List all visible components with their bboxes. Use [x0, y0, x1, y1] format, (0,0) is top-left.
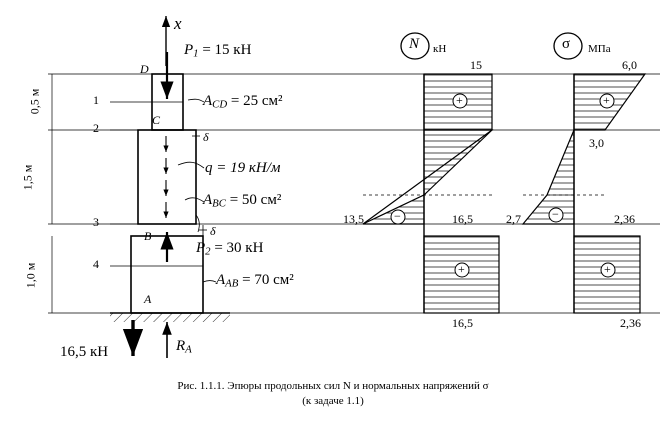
node-label-D: D — [140, 62, 149, 76]
load-p1-subscript: 1 — [193, 47, 199, 60]
area-bc-subscript: BC — [212, 197, 226, 210]
reaction-subscript: A — [185, 343, 192, 356]
diagram-n-sign-top: + — [456, 93, 463, 107]
diagram-n-value-mid-right: 16,5 — [452, 212, 473, 226]
section-number-1: 1 — [93, 93, 99, 107]
area-bc-value: = 50 см² — [229, 192, 282, 208]
node-label-A: A — [144, 292, 152, 306]
dimension-length-bc: 1,5 м — [20, 164, 35, 191]
section-number-4: 4 — [93, 257, 99, 271]
area-cd-label — [203, 93, 283, 111]
area-cd-symbol: A — [203, 93, 213, 109]
load-p2-label — [196, 240, 263, 258]
area-bc-symbol: A — [203, 192, 213, 208]
diagram-sigma-sign-top: + — [603, 93, 610, 107]
load-p1-symbol: P — [184, 42, 194, 58]
diagram-sigma-units: МПа — [588, 43, 611, 55]
load-p2-subscript: 2 — [205, 245, 211, 258]
diagram-n-value-bottom: 16,5 — [452, 316, 473, 330]
diagram-n-value-mid-left: 13,5 — [343, 212, 364, 226]
load-q-label: q = 19 кН/м — [205, 160, 281, 176]
diagram-n-title: N — [409, 36, 420, 52]
area-ab-value: = 70 см² — [242, 272, 294, 288]
diagram-sigma-value-mid-left: 2,7 — [506, 212, 521, 226]
area-bc-label — [203, 192, 281, 210]
diagram-n-value-top: 15 — [470, 58, 482, 72]
load-p1-value: = 15 кН — [202, 42, 252, 58]
load-p2-value: = 30 кН — [214, 240, 264, 256]
section-number-2: 2 — [93, 121, 99, 135]
reaction-value-label: 16,5 кН — [60, 344, 109, 360]
area-ab-label — [216, 272, 294, 290]
diagram-sigma-sign-bottom: + — [604, 262, 611, 276]
figure-caption-line2: (к задаче 1.1) — [302, 395, 364, 407]
diagram-n-sign-bottom: + — [458, 262, 465, 276]
diagram-sigma-value-step: 3,0 — [589, 136, 604, 150]
diagram-sigma-title: σ — [562, 36, 571, 52]
diagram-n-sign-mid: − — [394, 209, 401, 223]
load-p2-symbol: P — [196, 240, 206, 256]
area-cd-value: = 25 см² — [230, 93, 283, 109]
reaction-label — [176, 338, 192, 356]
node-label-C: C — [152, 113, 161, 127]
reaction-symbol: R — [176, 338, 186, 354]
diagram-sigma-value-mid-right: 2,36 — [614, 212, 635, 226]
delta-label-top: δ — [203, 130, 209, 144]
figure-caption-line1: Рис. 1.1.1. Эпюры продольных сил N и нормальных напряжений σ — [177, 380, 489, 392]
section-number-3: 3 — [93, 215, 99, 229]
delta-label-bottom: δ — [210, 224, 216, 238]
dimension-length-ab: 1,0 м — [23, 262, 38, 289]
area-cd-subscript: CD — [212, 98, 228, 111]
diagram-n-units: кН — [433, 43, 447, 55]
dimension-length-cd: 0,5 м — [27, 88, 42, 115]
diagram-sigma-value-bottom: 2,36 — [620, 316, 641, 330]
axis-label-x: x — [174, 14, 182, 33]
diagram-sigma-value-top: 6,0 — [622, 58, 637, 72]
diagram-sigma-sign-mid: − — [552, 207, 559, 221]
load-p1-label — [184, 42, 251, 60]
area-ab-subscript: AB — [225, 277, 239, 290]
node-label-B: B — [144, 229, 152, 243]
area-ab-symbol: A — [216, 272, 226, 288]
